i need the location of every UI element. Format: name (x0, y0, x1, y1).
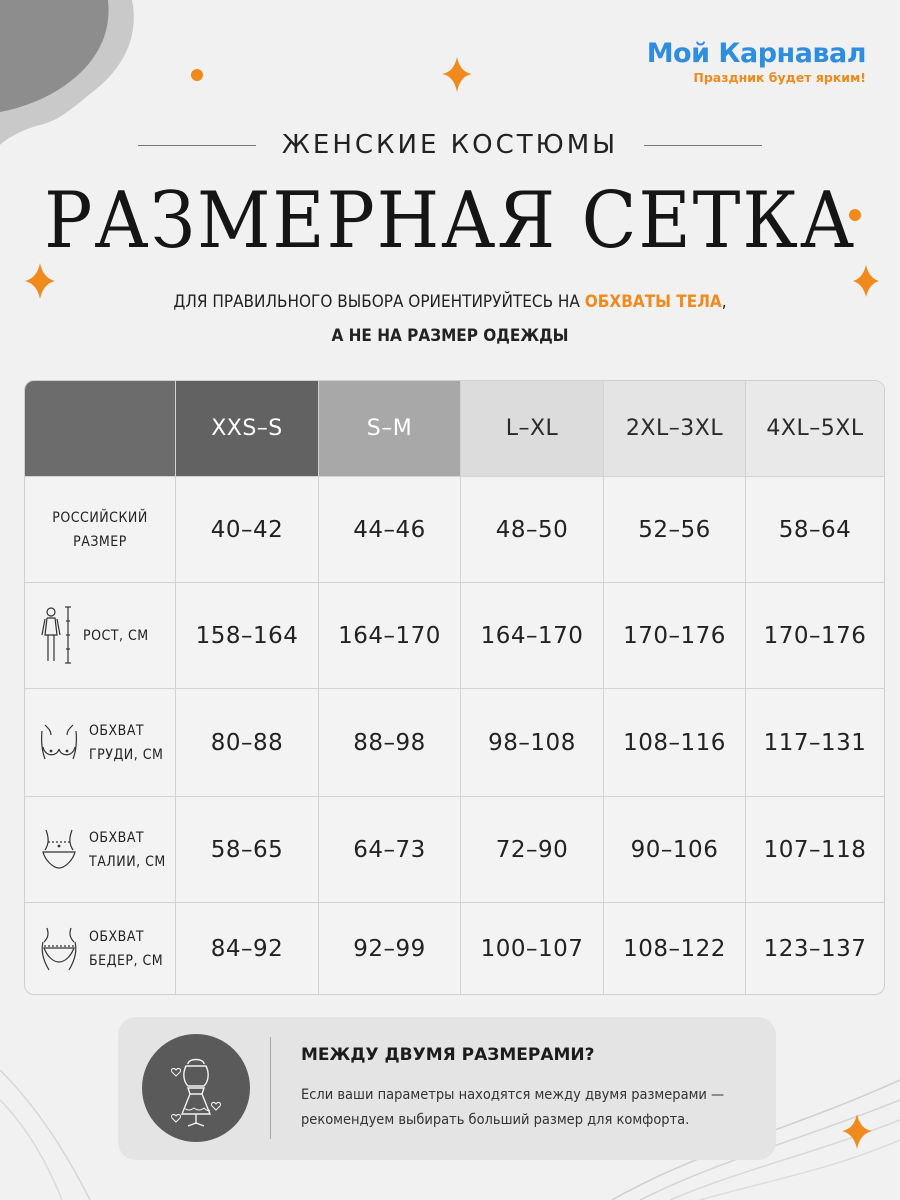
note-highlight: ОБХВАТЫ ТЕЛА (584, 292, 722, 312)
size-header: 4XL–5XL (746, 381, 884, 477)
table-cell: 170–176 (604, 583, 746, 689)
table-cell: 48–50 (461, 477, 604, 583)
table-cell: 108–116 (604, 689, 746, 797)
page-title: РАЗМЕРНАЯ СЕТКА (44, 176, 856, 266)
subtitle-row (0, 130, 900, 160)
table-cell: 107–118 (746, 797, 884, 903)
table-cell: 72–90 (461, 797, 604, 903)
table-cell: 84–92 (176, 903, 319, 994)
tip-text-line-2: рекомендуем выбирать больший размер для комфорта. (301, 1112, 690, 1128)
brand-tagline: Праздник будет ярким! (693, 70, 866, 85)
table-cell: 158–164 (176, 583, 319, 689)
height-figure-icon (39, 605, 73, 667)
table-cell: 52–56 (604, 477, 746, 583)
table-cell: 40–42 (176, 477, 319, 583)
table-cell: 80–88 (176, 689, 319, 797)
row-label-height (25, 583, 176, 689)
chest-icon (39, 721, 79, 765)
table-cell: 164–170 (461, 583, 604, 689)
tip-text-line-1: Если ваши параметры находятся между двумя размерами — (301, 1087, 725, 1103)
row-label-text: ОБХВАТ БЕДЕР, СМ (89, 928, 164, 969)
table-cell: 123–137 (763, 935, 867, 962)
size-header: 2XL–3XL (604, 381, 746, 477)
table-cell: 64–73 (319, 797, 461, 903)
page-subtitle: ЖЕНСКИЕ КОСТЮМЫ (281, 130, 619, 160)
note-punct: , (721, 292, 727, 312)
table-cell: 88–98 (319, 689, 461, 797)
subtitle-divider-left (138, 145, 256, 146)
row-label-hips (25, 903, 176, 994)
brand-name: Мой Карнавал (646, 38, 866, 69)
table-cell: 164–170 (319, 583, 461, 689)
row-label-text: ОБХВАТ ТАЛИИ, СМ (89, 829, 166, 870)
row-label-russian-size (25, 477, 176, 583)
table-cell: 58–65 (176, 797, 319, 903)
table-cell: 170–176 (746, 583, 884, 689)
table-corner (25, 381, 176, 477)
table-cell: 44–46 (319, 477, 461, 583)
note-line-2: А НЕ НА РАЗМЕР ОДЕЖДЫ (331, 326, 569, 346)
table-cell: 92–99 (319, 903, 461, 994)
size-table (24, 380, 885, 995)
table-cell: 58–64 (746, 477, 884, 583)
brand-logo[interactable] (647, 38, 866, 85)
table-cell: 108–122 (604, 903, 746, 994)
row-label-text: РОСТ, СМ (83, 627, 149, 644)
size-header: L–XL (461, 381, 604, 477)
tip-text (301, 1083, 761, 1133)
table-cell: 98–108 (461, 689, 604, 797)
tip-title: МЕЖДУ ДВУМЯ РАЗМЕРАМИ? (301, 1045, 595, 1065)
row-label-waist (25, 797, 176, 903)
size-header: XXS–S (176, 381, 319, 477)
table-cell: 100–107 (461, 903, 604, 994)
note-text: ДЛЯ ПРАВИЛЬНОГО ВЫБОРА ОРИЕНТИРУЙТЕСЬ НА (173, 292, 585, 312)
note-line-1 (0, 292, 900, 312)
table-cell: 90–106 (604, 797, 746, 903)
tip-box (118, 1017, 776, 1160)
subtitle-divider-right (644, 145, 762, 146)
row-label-chest (25, 689, 176, 797)
tip-divider (270, 1037, 271, 1139)
size-header: S–M (319, 381, 461, 477)
hips-icon (39, 926, 79, 972)
row-label-text: РОССИЙСКИЙ РАЗМЕР (52, 509, 148, 550)
waist-icon (39, 828, 79, 872)
table-cell: 117–131 (746, 689, 884, 797)
dress-mannequin-icon (142, 1034, 250, 1142)
row-label-text: ОБХВАТ ГРУДИ, СМ (89, 722, 164, 763)
